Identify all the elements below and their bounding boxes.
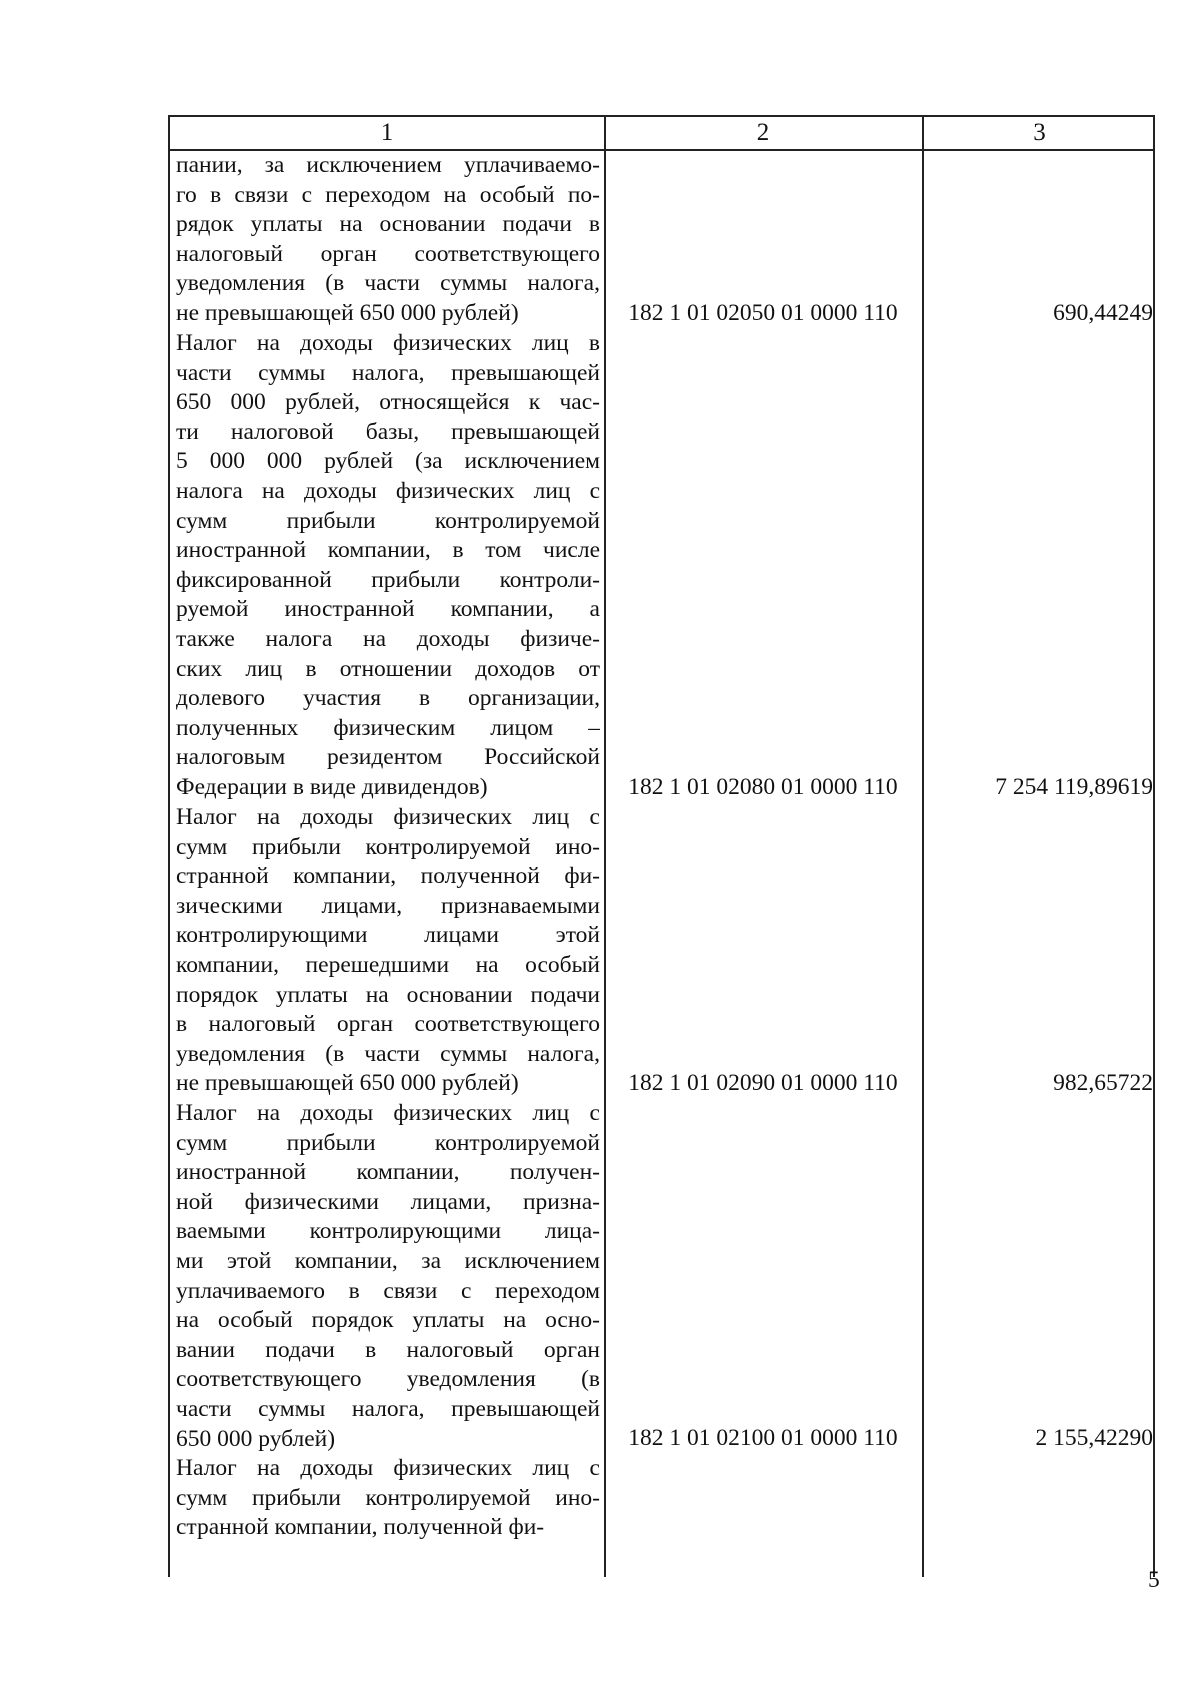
description-line: пании, за исключением уплачиваемо-: [176, 152, 600, 178]
column-header-2: 2: [756, 119, 770, 146]
description-line: налога на доходы физических лиц с: [176, 477, 600, 504]
description-line: уплачиваемого в связи с переходом: [176, 1277, 600, 1304]
description-line: Налог на доходы физических лиц с: [176, 1455, 600, 1481]
description-line: сумм прибыли контролируемой: [176, 507, 600, 534]
description-line: сумм прибыли контролируемой ино-: [176, 833, 600, 860]
description-line: Федерации в виде дивидендов): [176, 773, 488, 800]
description-line: Налог на доходы физических лиц с: [176, 1100, 600, 1126]
description-line: Налог на доходы физических лиц в: [176, 330, 600, 356]
description-line: полученных физическим лицом –: [176, 714, 600, 741]
column-divider: [604, 117, 606, 1577]
budget-classification-code: 182 1 01 02100 01 0000 110: [628, 1425, 898, 1451]
amount-value: 982,65722: [1053, 1070, 1153, 1096]
description-line: странной компании, полученной фи-: [176, 863, 600, 890]
description-line: вании подачи в налоговый орган: [176, 1336, 600, 1363]
description-line: сумм прибыли контролируемой ино-: [176, 1484, 600, 1511]
description-line: уведомления (в части суммы налога,: [176, 1040, 600, 1067]
description-line: руемой иностранной компании, а: [176, 596, 600, 623]
description-line: го в связи с переходом на особый по-: [176, 181, 600, 208]
description-line: ной физическими лицами, призна-: [176, 1188, 600, 1215]
description-line: 650 000 рублей, относящейся к час-: [176, 389, 600, 416]
description-line: в налоговый орган соответствующего: [176, 1011, 600, 1038]
amount-value: 2 155,42290: [1035, 1425, 1153, 1451]
description-line: налоговый орган соответствующего: [176, 240, 600, 267]
description-line: рядок уплаты на основании подачи в: [176, 211, 600, 238]
description-line: ваемыми контролирующими лица-: [176, 1218, 600, 1245]
description-line: иностранной компании, в том числе: [176, 537, 600, 564]
description-line: не превышающей 650 000 рублей): [176, 299, 519, 326]
page-number: 5: [1148, 1567, 1160, 1593]
description-line: зическими лицами, признаваемыми: [176, 892, 600, 919]
table-row-description: [176, 151, 600, 329]
description-line: порядок уплаты на основании подачи: [176, 981, 600, 1008]
column-header-3: 3: [1033, 119, 1046, 146]
description-line: части суммы налога, превышающей: [176, 359, 600, 386]
description-line: налоговым резидентом Российской: [176, 744, 600, 771]
description-line: иностранной компании, получен-: [176, 1159, 600, 1186]
description-line: ских лиц в отношении доходов от: [176, 655, 600, 682]
description-line: фиксированной прибыли контроли-: [176, 566, 600, 593]
table-row-description: [176, 1454, 600, 1543]
description-line: ти налоговой базы, превышающей: [176, 418, 600, 445]
column-header-1: 1: [380, 119, 394, 146]
column-divider: [922, 117, 924, 1577]
description-line: странной компании, полученной фи-: [176, 1514, 545, 1541]
budget-classification-code: 182 1 01 02090 01 0000 110: [628, 1070, 898, 1096]
description-line: контролирующими лицами этой: [176, 922, 600, 949]
description-line: уведомления (в части суммы налога,: [176, 270, 600, 297]
amount-value: 7 254 119,89619: [995, 774, 1153, 800]
amount-value: 690,44249: [1053, 300, 1153, 326]
description-line: компании, перешедшими на особый: [176, 951, 600, 978]
table-row-description: [176, 1099, 600, 1454]
description-line: части суммы налога, превышающей: [176, 1395, 600, 1422]
table-row-description: [176, 803, 600, 1099]
description-line: долевого участия в организации,: [176, 685, 600, 712]
description-line: 5 000 000 рублей (за исключением: [176, 448, 600, 475]
revenue-table: [168, 115, 1155, 1577]
description-line: ми этой компании, за исключением: [176, 1247, 600, 1274]
description-line: сумм прибыли контролируемой: [176, 1129, 600, 1156]
description-line: соответствующего уведомления (в: [176, 1366, 600, 1393]
description-line: 650 000 рублей): [176, 1425, 336, 1452]
description-line: не превышающей 650 000 рублей): [176, 1070, 519, 1097]
budget-classification-code: 182 1 01 02080 01 0000 110: [628, 774, 898, 800]
table-row-description: [176, 329, 600, 803]
description-line: Налог на доходы физических лиц с: [176, 804, 600, 830]
budget-classification-code: 182 1 01 02050 01 0000 110: [628, 300, 898, 326]
description-line: также налога на доходы физиче-: [176, 625, 600, 652]
description-line: на особый порядок уплаты на осно-: [176, 1307, 600, 1334]
